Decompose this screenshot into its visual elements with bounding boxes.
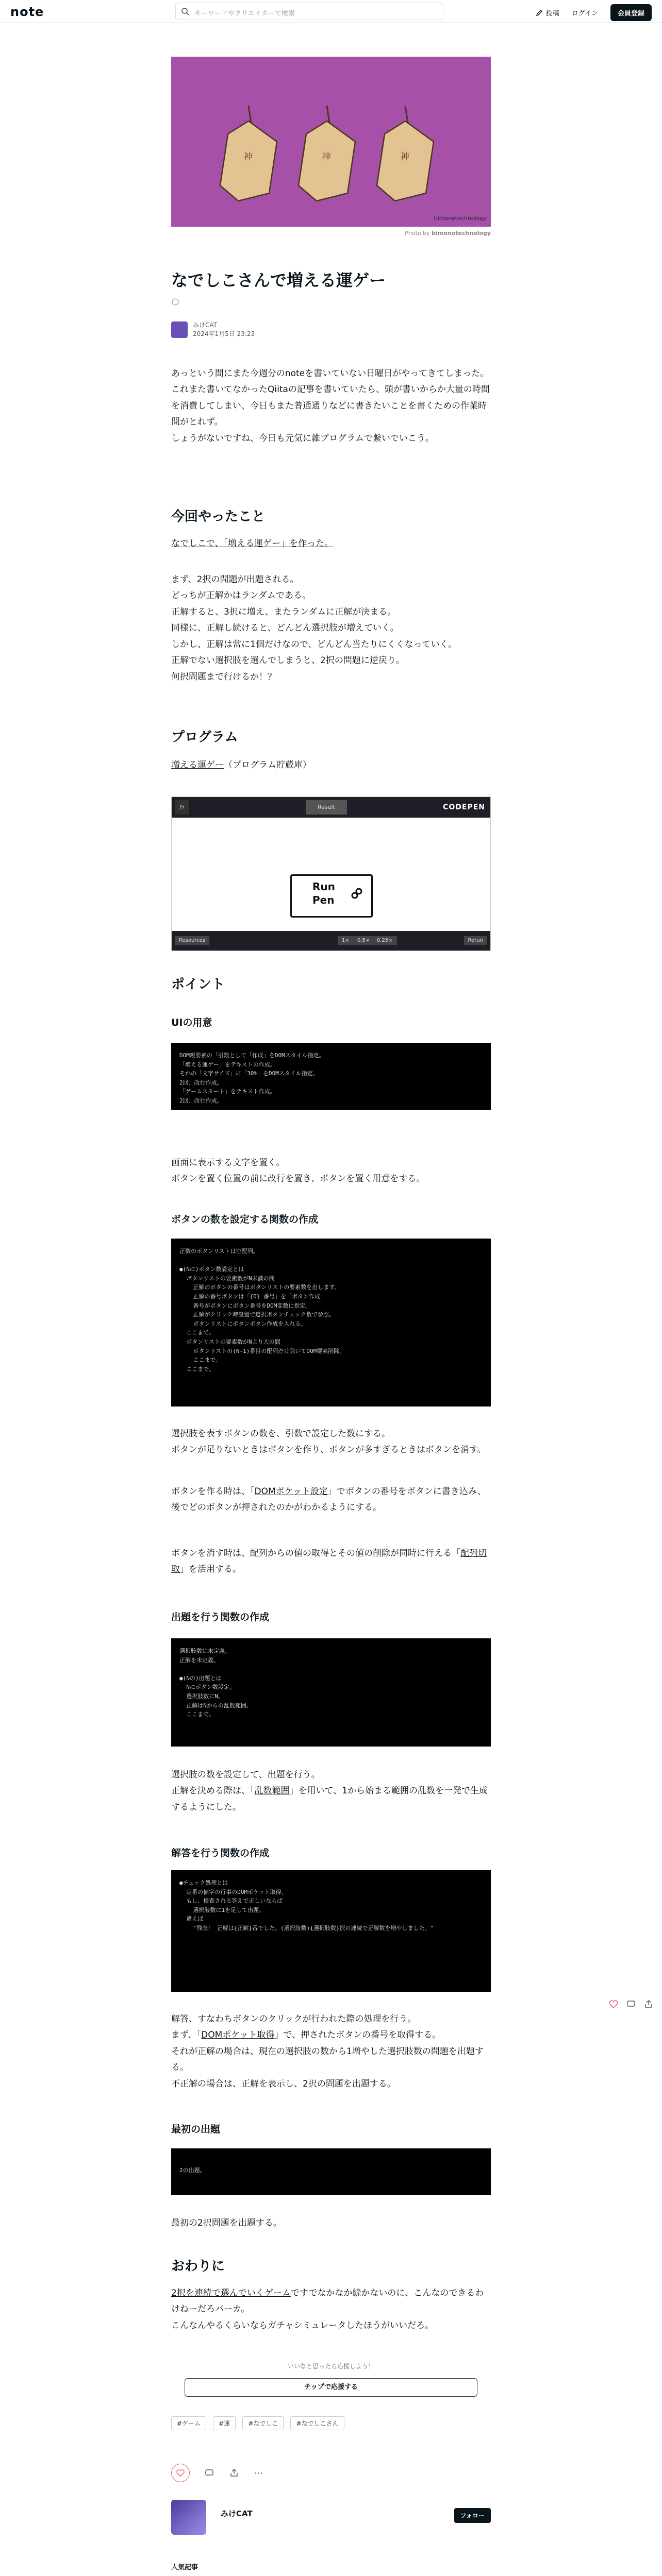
author-card xyxy=(171,2500,491,2541)
tag[interactable]: #運 xyxy=(213,2416,236,2430)
subsection-heading: UIの用意 xyxy=(171,1017,212,1028)
ui-line: 画面に表示する文字を置く。 xyxy=(171,1158,285,1168)
more-icon[interactable]: ⋯ xyxy=(254,2467,263,2479)
pen-icon xyxy=(536,9,543,16)
link-icon xyxy=(351,887,363,900)
membership-icon xyxy=(171,298,491,308)
text: ボタンを消す時は、配列からの値の取得とその値の削除が同時に行える「 xyxy=(171,1548,460,1558)
q-paragraph xyxy=(171,1767,491,1816)
support-prompt: いいなと思ったら応援しよう！ xyxy=(287,2363,374,2370)
photo-credit-label: Photo by xyxy=(405,230,430,236)
search-input[interactable] xyxy=(175,3,443,20)
code-block: ●チェック処理とは 定番の値字の行事のDOMポケット取得。 もし、検査される答えで正しいならば 選択肢数に1を足して出題。 違えば "残念！ 正解は{正解}番でした。(選択肢数){選択肢数}択の連続で正解数を増やしました。" xyxy=(171,1870,491,1992)
code-block: 選択肢数は未定義。 正解を未定義。 ●(Nの)出題とは Nにボタン数設定。 選択肢数にN。 正解はNからの乱数範囲。 ここまで。 xyxy=(171,1638,491,1747)
tag[interactable]: #なでしこ xyxy=(242,2416,284,2430)
codepen-embed xyxy=(171,796,491,951)
first-paragraph: 最初の2択問題を出題する。 xyxy=(171,2218,282,2228)
sec1-text: なでしこで、「増える運ゲー」を作った。 xyxy=(171,538,334,549)
author-name[interactable]: みけCAT xyxy=(193,321,217,329)
omikuji-illustration xyxy=(171,57,491,227)
share-icon[interactable] xyxy=(229,2468,239,2478)
author-card-name[interactable]: みけCAT xyxy=(221,2509,253,2518)
btn-paragraph-2 xyxy=(171,1484,491,1516)
svg-text:神: 神 xyxy=(400,151,409,162)
photo-credit-author[interactable]: bimonotechnology xyxy=(432,230,491,236)
section-paragraph xyxy=(171,536,491,552)
photo-caption xyxy=(171,230,491,236)
random-range-link[interactable]: 乱数範囲 xyxy=(254,1786,290,1797)
hero-watermark: bimonotechnology xyxy=(434,215,487,222)
btn-paragraph xyxy=(171,1426,491,1459)
btn-paragraph-3 xyxy=(171,1546,491,1578)
zoom-1x[interactable]: 1× xyxy=(338,936,354,945)
zoom-025x[interactable]: 0.25× xyxy=(373,936,397,945)
run-pen-button[interactable] xyxy=(290,874,373,918)
intro-line: あっという間にまた今週分のnoteを書いていない日曜日がやってきてしまった。 xyxy=(171,368,489,379)
comment-icon[interactable] xyxy=(204,2468,214,2478)
heart-icon[interactable] xyxy=(608,1999,619,2009)
a-line: 解答、すなわちボタンのクリックが行われた際の処理を行う。 xyxy=(171,2014,417,2024)
intro-line: これまた書いてなかったQiitaの記事を書いていたら、頭が書いからか大量の時間を消費してしまい、今日もまた普通通りなどに書きたいことを書くための作業時間がとれず。 xyxy=(171,384,490,428)
tag[interactable]: #なでしこさん xyxy=(290,2416,344,2430)
rule-line: どっちが正解かはランダムである。 xyxy=(171,590,311,601)
article-actions xyxy=(171,2464,491,2482)
intro-line: しょうがないですね、今日も元気に雑プログラムで繋いでいこう。 xyxy=(171,433,434,444)
section-heading: 今回やったこと xyxy=(171,509,266,524)
search-icon xyxy=(181,7,189,15)
text: 」を用いて、1から始まる範囲の乱数を一発で生成するようにした。 xyxy=(171,1786,488,1812)
hero-image xyxy=(171,57,491,227)
code-block: 2の出題。 xyxy=(171,2148,491,2195)
program-link-row xyxy=(171,757,491,773)
floating-actions xyxy=(608,1999,654,2009)
subsection-heading: 解答を行う関数の作成 xyxy=(171,1848,270,1859)
rule-line: 同様に、正解し続けると、どんどん選択肢が増えていく。 xyxy=(171,623,399,634)
program-link-suffix: （プログラム貯蔵庫） xyxy=(224,760,311,770)
heart-icon xyxy=(176,2468,185,2478)
text: ですでなかなか続かないのに、こんなのできるわけねーだろバーカ。 xyxy=(171,2288,484,2315)
zoom-05x[interactable]: 0.5× xyxy=(353,936,374,945)
publish-date: 2024年1月5日 23:23 xyxy=(193,330,255,337)
author-card-avatar[interactable] xyxy=(171,2500,206,2535)
intro-paragraph xyxy=(171,366,491,447)
subsection-heading: 最初の出題 xyxy=(171,2124,221,2135)
post-button[interactable] xyxy=(536,8,559,18)
post-label: 投稿 xyxy=(545,10,559,18)
codepen-logo[interactable]: CODEPEN xyxy=(443,803,485,811)
tip-button[interactable] xyxy=(185,2378,477,2397)
rule-line: まず、2択の問題が出題される。 xyxy=(171,574,299,585)
header xyxy=(0,0,662,23)
rule-line: 何択問題まで行けるか！？ xyxy=(171,671,276,682)
run-pen-label: Run Pen xyxy=(312,880,335,906)
tip-label: チップで応援する xyxy=(304,2383,358,2391)
text: 」で、押されたボタンの番号を取得する。 xyxy=(274,2030,441,2041)
rerun-button[interactable]: Rerun xyxy=(464,936,487,945)
text: 」を活用する。 xyxy=(180,1564,241,1575)
section-heading: ポイント xyxy=(171,977,225,992)
follow-button[interactable]: フォロー xyxy=(454,2508,491,2523)
share-icon[interactable] xyxy=(643,1999,654,2009)
subsection-heading: ボタンの数を設定する関数の作成 xyxy=(171,1214,319,1225)
rule-line: しかし、正解は常に1個だけなので、どんどん当たりにくくなっていく。 xyxy=(171,639,457,650)
signup-button[interactable]: 会員登録 xyxy=(610,4,652,21)
end-line: こんなんやるくらいならガチャシミュレータしたほうがいいだろ。 xyxy=(171,2320,434,2331)
rule-line: 正解でない選択肢を選んでしまうと、2択の問題に逆戻り。 xyxy=(171,655,405,666)
popular-heading: 人気記事 xyxy=(171,2564,198,2571)
q-line: 選択肢の数を設定して、出題を行う。 xyxy=(171,1770,320,1780)
a-paragraph xyxy=(171,2011,491,2092)
ui-line: ボタンを置く位置の前に改行を置き、ボタンを置く用意をする。 xyxy=(171,1174,425,1184)
tag[interactable]: #ゲーム xyxy=(171,2416,206,2430)
text: ボタンを作る時は、「 xyxy=(171,1486,255,1497)
article-title: なでしこさんで増える運ゲー xyxy=(171,270,386,290)
subsection-heading: 出題を行う関数の作成 xyxy=(171,1612,270,1623)
text: 正解を決める際は、「 xyxy=(171,1786,255,1797)
btn-line: ボタンが足りないときはボタンを作り、ボタンが多すぎるときはボタンを消す。 xyxy=(171,1445,486,1455)
note-logo[interactable]: note xyxy=(10,5,44,19)
code-block: 正数のボタンリストは空配列。 ●(Nに)ボタン数設定とは ボタンリストの要素数がN未満の間 正解のボタンの番号はボタンリストの要素数を出します。 正解の番号ボタンは「{0} 番号」を「ボタン作成」 番号がボタンにボタン番号をDOM変数に指定。 正解がクリック時設置で選択ボタンチェック数で参照。 ボタンリストにボタンボタン作成を入れる。 ここまで。 ボタンリストの要素数がNより大の間 ボタンリストの(N-1)番目の配列だけ除いてDOM要素削除。 ここまで。 ここまで。 xyxy=(171,1239,491,1406)
comment-icon[interactable] xyxy=(626,1999,636,2009)
js-tab[interactable]: JS xyxy=(175,800,189,815)
svg-text:神: 神 xyxy=(243,151,253,162)
dom-pocket-get-link[interactable]: DOMポケット取得 xyxy=(201,2030,275,2041)
section-heading: プログラム xyxy=(171,730,238,745)
author-row[interactable] xyxy=(171,319,491,340)
author-avatar[interactable] xyxy=(171,321,188,338)
end-paragraph xyxy=(171,2285,491,2334)
tag-list xyxy=(171,2416,491,2430)
login-link[interactable]: ログイン xyxy=(571,10,598,18)
text: 」でボタンの番号をボタンに書き込み、後でどのボタンが押されたのかがわかるようにする。 xyxy=(171,1486,486,1513)
rules-list xyxy=(171,572,491,685)
resources-button[interactable]: Resources xyxy=(175,936,209,945)
a-line: 不正解の場合は、正解を表示し、2択の問題を出題する。 xyxy=(171,2078,396,2089)
btn-line: 選択肢を表すボタンの数を、引数で設定した数にする。 xyxy=(171,1429,390,1439)
a-line: それが正解の場合は、現在の選択肢の数から1増やした選択肢数の問題を出題する。 xyxy=(171,2046,484,2073)
search-placeholder: キーワードやクリエイターで検索 xyxy=(194,10,295,18)
binary-game-link[interactable]: 2択を連続で選んでいくゲーム xyxy=(171,2288,291,2298)
ui-paragraph xyxy=(171,1155,491,1188)
array-cut-link[interactable]: 配列切取 xyxy=(171,1548,487,1575)
result-tab[interactable]: Result xyxy=(306,800,347,815)
code-block: DOM親要素の「引数として「作成」をDOMスタイル指定。 「増える運ゲー」をテキストの作成。 それの「文字サイズ」に「30%」をDOMスタイル指定。 2回、改行作成。 「ゲームスタート」をテキスト作成。 2回、改行作成。 xyxy=(171,1043,491,1110)
rule-line: 正解すると、3択に増え、またランダムに正解が決まる。 xyxy=(171,606,396,617)
like-button[interactable] xyxy=(171,2464,190,2482)
text: まず、「 xyxy=(171,2030,202,2041)
section-heading: おわりに xyxy=(171,2259,225,2274)
svg-text:神: 神 xyxy=(322,151,331,162)
dom-pocket-set-link[interactable]: DOMポケット設定 xyxy=(254,1486,328,1497)
program-link[interactable]: 増える運ゲー xyxy=(171,760,224,770)
